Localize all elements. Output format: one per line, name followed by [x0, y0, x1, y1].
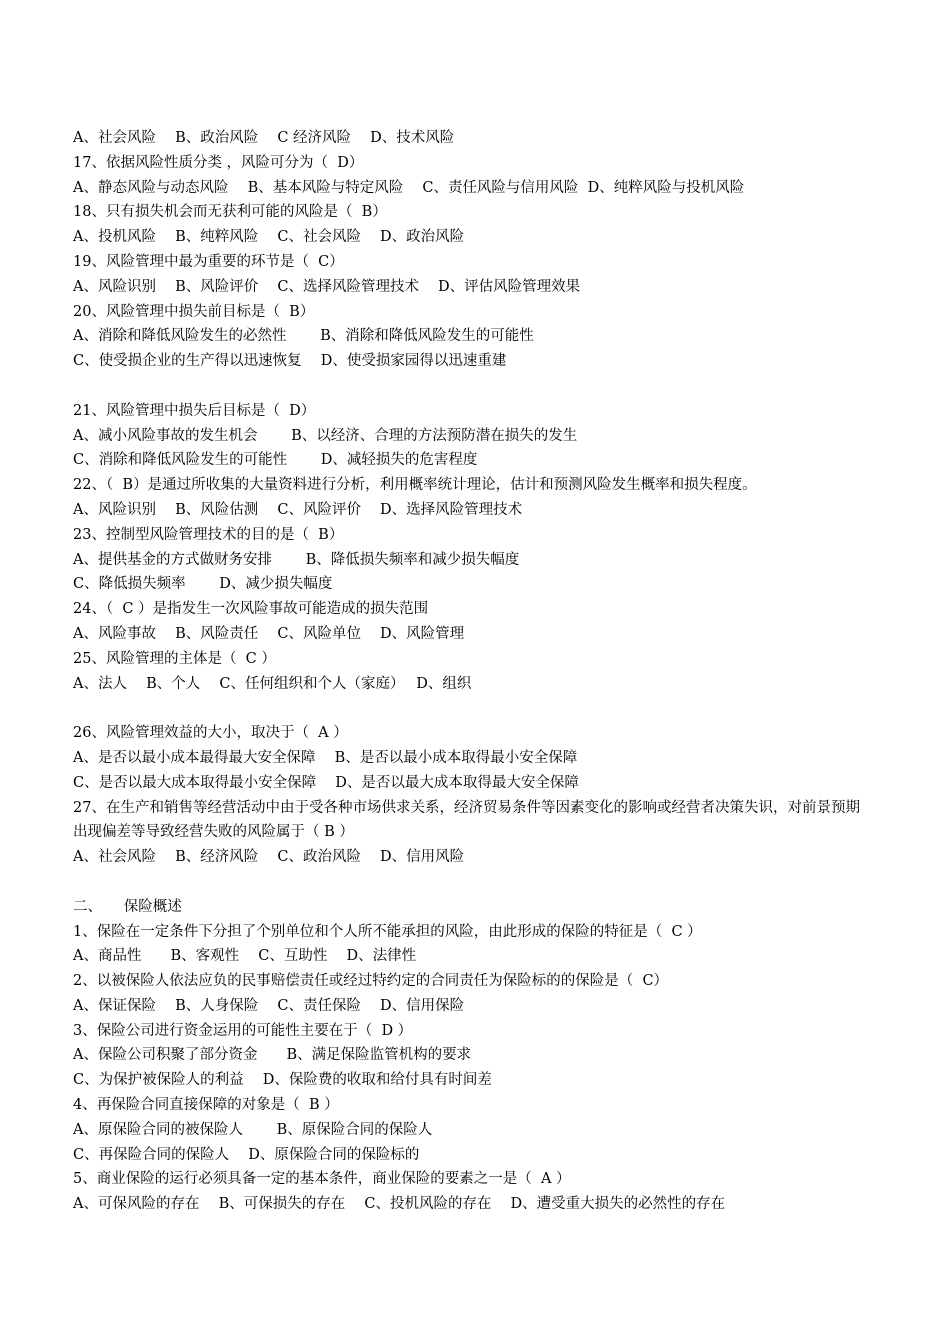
question-line: 20、风险管理中损失前目标是（ B） [73, 303, 315, 320]
blank-line [73, 870, 873, 895]
text-line: A、减小风险事故的发生机会 B、以经济、合理的方法预防潜在损失的发生 [73, 427, 578, 444]
question-line: 2、以被保险人依法应负的民事赔偿责任或经过特约定的合同责任为保险标的的保险是（ C） [73, 973, 669, 990]
blank-line [73, 374, 873, 399]
text-line: A、保险公司积聚了部分资金 B、满足保险监管机构的要求 [73, 1047, 472, 1064]
text-line: A、社会风险 B、政治风险 C 经济风险 D、技术风险 [73, 130, 455, 146]
question-line: 1、保险在一定条件下分担了个别单位和个人所不能承担的风险，由此形成的保险的特征是（ C ） [73, 923, 702, 940]
text-line: A、投机风险 B、纯粹风险 C、社会风险 D、政治风险 [73, 229, 465, 246]
text-line: A、风险事故 B、风险责任 C、风险单位 D、风险管理 [73, 625, 465, 642]
text-line: A、静态风险与动态风险 B、基本风险与特定风险 C、责任风险与信用风险 D、纯粹风险与投机风险 [73, 179, 745, 196]
text-line: A、提供基金的方式做财务安排 B、降低损失频率和减少损失幅度 [73, 551, 520, 568]
text-line: C、使受损企业的生产得以迅速恢复 D、使受损家园得以迅速重建 [73, 353, 507, 370]
text-line: C、降低损失频率 D、减少损失幅度 [73, 576, 333, 593]
section-heading: 二、 保险概述 [73, 898, 182, 915]
question-line: 23、控制型风险管理技术的目的是（ B） [73, 526, 344, 543]
text-line: A、可保风险的存在 B、可保损失的存在 C、投机风险的存在 D、遭受重大损失的必然性的存在 [73, 1196, 726, 1213]
text-line: C、再保险合同的保险人 D、原保险合同的保险标的 [73, 1146, 420, 1163]
text-line: A、是否以最小成本最得最大安全保障 B、是否以最小成本取得最小安全保障 [73, 749, 578, 766]
text-line: A、原保险合同的被保险人 B、原保险合同的保险人 [73, 1121, 433, 1138]
text-line: A、社会风险 B、经济风险 C、政治风险 D、信用风险 [73, 849, 465, 866]
question-line: 27、在生产和销售等经营活动中由于受各种市场供求关系，经济贸易条件等因素变化的影响或经营者决策失识，对前景预期出现偏差等导致经营失败的风险属于（ B ） [73, 799, 860, 841]
question-line: 5、商业保险的运行必须具备一定的基本条件，商业保险的要素之一是（ A ） [73, 1171, 571, 1188]
question-line: 19、风险管理中最为重要的环节是（ C） [73, 253, 344, 270]
question-line: 21、风险管理中损失后目标是（ D） [73, 402, 316, 419]
text-line: A、法人 B、个人 C、任何组织和个人（家庭） D、组织 [73, 675, 472, 692]
text-line: A、风险识别 B、风险评价 C、选择风险管理技术 D、评估风险管理效果 [73, 278, 581, 295]
text-line: A、商品性 B、客观性 C、互助性 D、法律性 [73, 948, 417, 965]
question-line: 22、（ B）是通过所收集的大量资料进行分析，利用概率统计理论，估计和预测风险发生概率和损失程度。 [73, 477, 757, 494]
question-line: 4、再保险合同直接保障的对象是（ B ） [73, 1097, 339, 1114]
question-line: 17、依据风险性质分类 ，风险可分为（ D） [73, 154, 364, 171]
question-line: 25、风险管理的主体是（ C ） [73, 650, 276, 667]
question-line: 24、（ C ）是指发生一次风险事故可能造成的损失范围 [73, 601, 429, 618]
text-line: C、为保护被保险人的利益 D、保险费的收取和给付具有时间差 [73, 1072, 492, 1089]
blank-line [73, 696, 873, 721]
text-line: A、风险识别 B、风险估测 C、风险评价 D、选择风险管理技术 [73, 501, 523, 518]
question-line: 26、风险管理效益的大小，取决于（ A ） [73, 725, 348, 742]
document-page [73, 126, 873, 1217]
text-line: C、消除和降低风险发生的可能性 D、减轻损失的危害程度 [73, 452, 478, 469]
text-line: C、是否以最大成本取得最小安全保障 D、是否以最大成本取得最大安全保障 [73, 774, 579, 791]
text-line: A、保证保险 B、人身保险 C、责任保险 D、信用保险 [73, 997, 465, 1014]
text-line: A、消除和降低风险发生的必然性 B、消除和降低风险发生的可能性 [73, 328, 534, 345]
question-line: 3、保险公司进行资金运用的可能性主要在于（ D ） [73, 1022, 413, 1039]
question-line: 18、只有损失机会而无获利可能的风险是（ B） [73, 204, 387, 221]
